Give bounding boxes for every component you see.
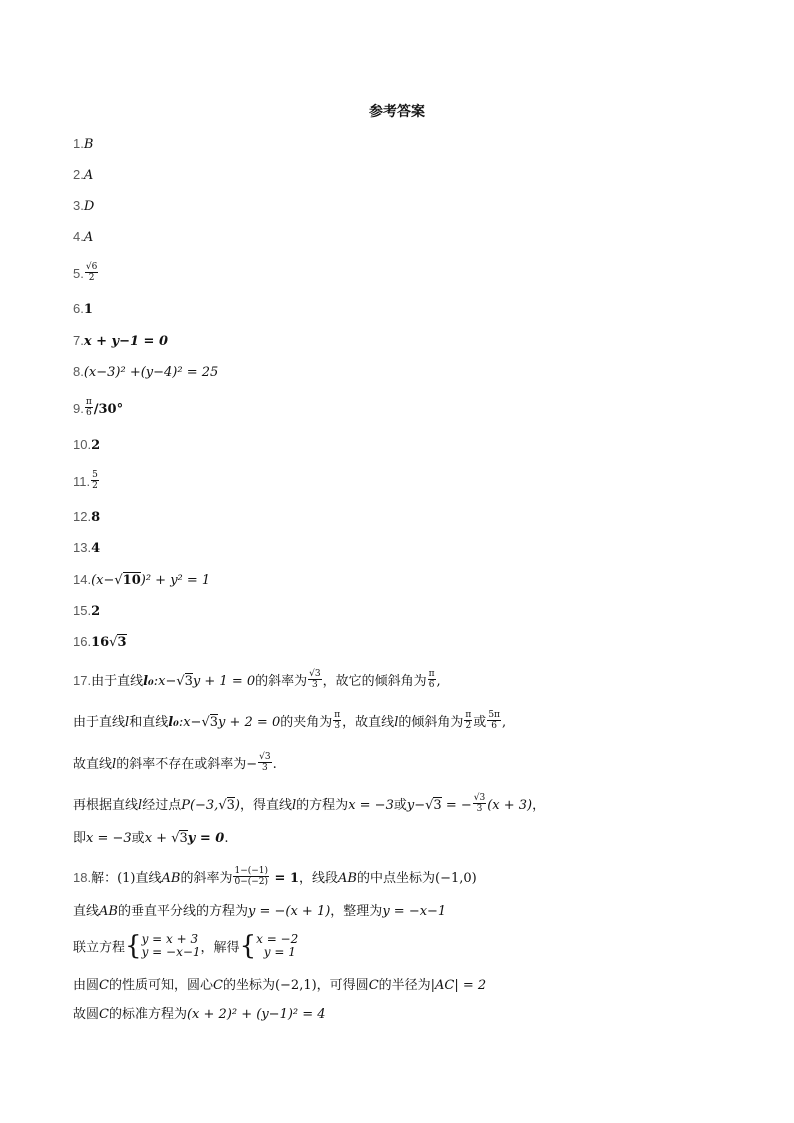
left-brace: { bbox=[239, 931, 257, 961]
text: . bbox=[272, 757, 277, 772]
math: P(−3, bbox=[181, 798, 219, 813]
answer-number: 13. bbox=[73, 540, 92, 555]
answer-number: 12. bbox=[73, 509, 92, 524]
fraction-denominator: 3 bbox=[261, 763, 268, 773]
answer-number: 15. bbox=[73, 603, 92, 618]
answer-number: 5. bbox=[73, 266, 84, 281]
text: ， bbox=[532, 798, 546, 813]
text: 或 bbox=[393, 798, 407, 813]
q18-line-1 bbox=[73, 868, 477, 889]
radicand: 10 bbox=[122, 573, 141, 588]
radicand: 3 bbox=[184, 674, 193, 689]
fraction-numerator: 5 bbox=[92, 470, 98, 480]
q17-line-5: 即x = −3或x + √3y = 0. bbox=[73, 831, 229, 846]
answer-value-pre: 16 bbox=[91, 635, 110, 650]
text: ，得直线 bbox=[239, 798, 292, 813]
text: 故直线 bbox=[73, 757, 113, 772]
text: ，故它的倾斜角为 bbox=[322, 674, 427, 689]
answer-4 bbox=[73, 228, 93, 247]
left-brace: { bbox=[125, 931, 142, 961]
math: AB bbox=[161, 871, 181, 886]
fraction bbox=[258, 752, 271, 773]
math: l bbox=[138, 798, 143, 813]
radicand: 3 bbox=[433, 798, 442, 813]
fraction-numerator: π bbox=[428, 669, 435, 679]
answer-7 bbox=[73, 332, 168, 351]
fraction-denominator: 6 bbox=[491, 721, 497, 731]
text: 直线 bbox=[73, 904, 100, 919]
answer-value: A bbox=[83, 168, 94, 183]
fraction-denominator: 3 bbox=[312, 680, 318, 690]
fraction bbox=[464, 710, 472, 731]
fraction bbox=[233, 866, 269, 887]
fraction bbox=[487, 710, 501, 731]
math: ) bbox=[234, 798, 240, 813]
text: 即 bbox=[73, 831, 87, 846]
fraction-numerator: 1−(−1) bbox=[234, 866, 269, 876]
text: ，解得 bbox=[200, 940, 240, 956]
equation: y = 1 bbox=[256, 945, 296, 959]
answer-number: 7. bbox=[73, 333, 84, 348]
math: x = −3 bbox=[86, 831, 132, 846]
text: 的半径为 bbox=[378, 978, 431, 993]
math: l₀ bbox=[143, 674, 154, 689]
answer-6 bbox=[73, 300, 93, 319]
fraction bbox=[333, 710, 341, 731]
math: C bbox=[99, 1007, 109, 1022]
radicand: 3 bbox=[226, 798, 235, 813]
fraction bbox=[428, 669, 436, 690]
answer-value: 2 bbox=[91, 438, 101, 453]
answer-number: 9. bbox=[73, 401, 84, 416]
text: 的斜率不存在或斜率为− bbox=[116, 757, 258, 772]
text: 联立方程 bbox=[73, 940, 126, 956]
math: x = −3 bbox=[348, 798, 394, 813]
text: 和直线 bbox=[129, 715, 169, 730]
text: 的垂直平分线的方程为 bbox=[117, 904, 248, 919]
fraction-denominator: 6 bbox=[85, 408, 92, 418]
fraction-numerator: π bbox=[85, 397, 92, 407]
answer-11 bbox=[73, 472, 100, 493]
text: 的性质可知，圆心 bbox=[108, 978, 213, 993]
math: |AC| = 2 bbox=[430, 978, 487, 993]
answer-number: 3. bbox=[73, 198, 84, 213]
equation-system bbox=[256, 933, 298, 959]
math: l bbox=[125, 715, 130, 730]
math: l bbox=[292, 798, 297, 813]
fraction-numerator: √3 bbox=[309, 669, 321, 679]
q18-line-3 bbox=[73, 931, 299, 961]
answer-number: 18. bbox=[73, 870, 92, 885]
answer-8 bbox=[73, 363, 218, 382]
answer-3 bbox=[73, 197, 94, 216]
math: C bbox=[99, 978, 109, 993]
answer-value-post: )² + y² = 1 bbox=[140, 573, 211, 588]
text: , bbox=[501, 715, 507, 730]
math: (x + 2)² + (y−1)² = 4 bbox=[186, 1007, 326, 1022]
fraction-denominator: 3 bbox=[476, 804, 483, 814]
equation: x = −2 bbox=[256, 932, 299, 946]
text: 或 bbox=[473, 715, 487, 730]
text: 或 bbox=[131, 831, 145, 846]
answer-16: 16.16√3 bbox=[73, 634, 127, 650]
q17-line-4: 再根据直线l经过点P(−3,√3)，得直线l的方程为x = −3或y−√3 = − $\frac{√3}{3}$ (x + 3)， bbox=[73, 793, 546, 814]
answer-13 bbox=[73, 539, 100, 558]
answer-10 bbox=[73, 436, 100, 455]
answer-15 bbox=[73, 602, 100, 621]
answer-value: x + y−1 = 0 bbox=[83, 334, 169, 349]
math: (x + 3) bbox=[487, 798, 533, 813]
text: 由圆 bbox=[73, 978, 100, 993]
answer-5 bbox=[73, 264, 99, 285]
answer-number: 16. bbox=[73, 634, 92, 649]
answer-number: 17. bbox=[73, 673, 92, 688]
text: ，可得圆 bbox=[316, 978, 369, 993]
answer-number: 2. bbox=[73, 167, 84, 182]
text: 的倾斜角为 bbox=[398, 715, 464, 730]
q18-line-5 bbox=[73, 1006, 326, 1024]
math: :x− bbox=[178, 715, 202, 730]
q18-line-2 bbox=[73, 903, 446, 921]
answer-2 bbox=[73, 166, 93, 185]
answer-number: 1. bbox=[73, 136, 84, 151]
fraction-numerator: π bbox=[334, 710, 341, 720]
text: 由于直线 bbox=[73, 715, 126, 730]
answer-value: D bbox=[83, 199, 95, 214]
q17-line-3 bbox=[73, 754, 277, 775]
equation-system bbox=[142, 933, 201, 959]
answer-value: B bbox=[83, 137, 94, 152]
answer-value: 1 bbox=[83, 302, 93, 317]
fraction-denominator: 0−(−2) bbox=[234, 877, 269, 887]
answer-value: (x−3)² +(y−4)² = 25 bbox=[83, 365, 219, 380]
answer-value: /30° bbox=[93, 402, 124, 417]
fraction bbox=[308, 669, 321, 690]
math: y + 1 = 0 bbox=[192, 674, 256, 689]
text: 的夹角为 bbox=[280, 715, 333, 730]
answer-number: 11. bbox=[73, 474, 91, 489]
radicand: 3 bbox=[179, 831, 188, 846]
fraction bbox=[85, 262, 98, 283]
text: . bbox=[224, 831, 229, 846]
math: y = −(x + 1) bbox=[247, 904, 331, 919]
page-title: 参考答案 bbox=[369, 104, 425, 120]
answer-number: 8. bbox=[73, 364, 84, 379]
text: 的斜率为 bbox=[255, 674, 308, 689]
text: , bbox=[436, 674, 441, 689]
text: 的标准方程为 bbox=[108, 1007, 187, 1022]
math: y− bbox=[406, 798, 426, 813]
text: 由于直线 bbox=[91, 674, 144, 689]
text: 的斜率为 bbox=[180, 871, 233, 886]
math: l bbox=[394, 715, 399, 730]
text: ，整理为 bbox=[330, 904, 383, 919]
math: AB bbox=[338, 871, 357, 886]
q17-line-2: 由于直线l和直线l₀:x−√3y + 2 = 0的夹角为 $\frac{\pi}{3}$ ，故直线l的倾斜角为 $\frac{\pi}{2}$ 或 $\frac{5\pi}{6}$ , bbox=[73, 710, 507, 731]
math: y = −x−1 bbox=[382, 904, 447, 919]
text: 解：(1)直线 bbox=[91, 871, 162, 886]
answer-9 bbox=[73, 399, 123, 420]
math: (−2,1) bbox=[274, 978, 317, 993]
q18-line-4 bbox=[73, 977, 486, 995]
math: :x− bbox=[153, 674, 177, 689]
math: l₀ bbox=[168, 715, 179, 730]
math: y + 2 = 0 bbox=[218, 715, 281, 730]
answer-1 bbox=[73, 135, 93, 154]
fraction-numerator: π bbox=[465, 710, 472, 720]
math: AB bbox=[99, 904, 118, 919]
fraction bbox=[85, 397, 93, 418]
text: 的中点坐标为 bbox=[357, 871, 436, 886]
answer-value: 8 bbox=[91, 510, 101, 525]
fraction bbox=[473, 793, 486, 814]
text: ，线段 bbox=[299, 871, 339, 886]
text: 的方程为 bbox=[296, 798, 349, 813]
answer-number: 6. bbox=[73, 301, 84, 316]
math: C bbox=[368, 978, 379, 993]
fraction-numerator: √3 bbox=[259, 752, 271, 762]
radicand: 3 bbox=[117, 635, 127, 650]
answer-number: 10. bbox=[73, 437, 92, 452]
math: l bbox=[112, 757, 117, 772]
answer-value-pre: (x− bbox=[91, 573, 115, 588]
fraction-numerator: 5π bbox=[488, 710, 500, 720]
equation: y = −x−1 bbox=[141, 945, 201, 959]
answer-value: 2 bbox=[91, 604, 101, 619]
text: 再根据直线 bbox=[73, 798, 139, 813]
fraction-denominator: 3 bbox=[334, 721, 341, 731]
fraction-numerator: √3 bbox=[473, 793, 486, 803]
answer-12 bbox=[73, 508, 100, 527]
fraction-denominator: 2 bbox=[88, 273, 95, 283]
math: = − bbox=[441, 798, 472, 813]
math: (−1,0) bbox=[435, 871, 477, 886]
equation: y = x + 3 bbox=[141, 932, 199, 946]
answer-value: A bbox=[83, 230, 94, 245]
fraction-denominator: 2 bbox=[92, 481, 98, 491]
answer-value: 4 bbox=[91, 541, 101, 556]
math: C bbox=[212, 978, 223, 993]
math: = 1 bbox=[270, 871, 300, 886]
fraction-numerator: √6 bbox=[85, 262, 98, 272]
fraction-denominator: 6 bbox=[428, 680, 435, 690]
fraction bbox=[91, 470, 99, 491]
radicand: 3 bbox=[209, 715, 219, 730]
answer-number: 14. bbox=[73, 572, 92, 587]
text: 的坐标为 bbox=[222, 978, 275, 993]
text: 经过点 bbox=[142, 798, 182, 813]
text: 故圆 bbox=[73, 1007, 100, 1022]
fraction-denominator: 2 bbox=[465, 721, 472, 731]
answer-number: 4. bbox=[73, 229, 84, 244]
q17-line-1: 17.由于直线l₀:x−√3y + 1 = 0的斜率为 $\frac{√3}{3}$ ，故它的倾斜角为 $\frac{\pi}{6}$ , bbox=[73, 669, 441, 690]
math: y = 0 bbox=[187, 831, 225, 846]
text: ，故直线 bbox=[342, 715, 395, 730]
answer-14: 14.(x−√10)² + y² = 1 bbox=[73, 572, 211, 588]
math: x + bbox=[144, 831, 172, 846]
